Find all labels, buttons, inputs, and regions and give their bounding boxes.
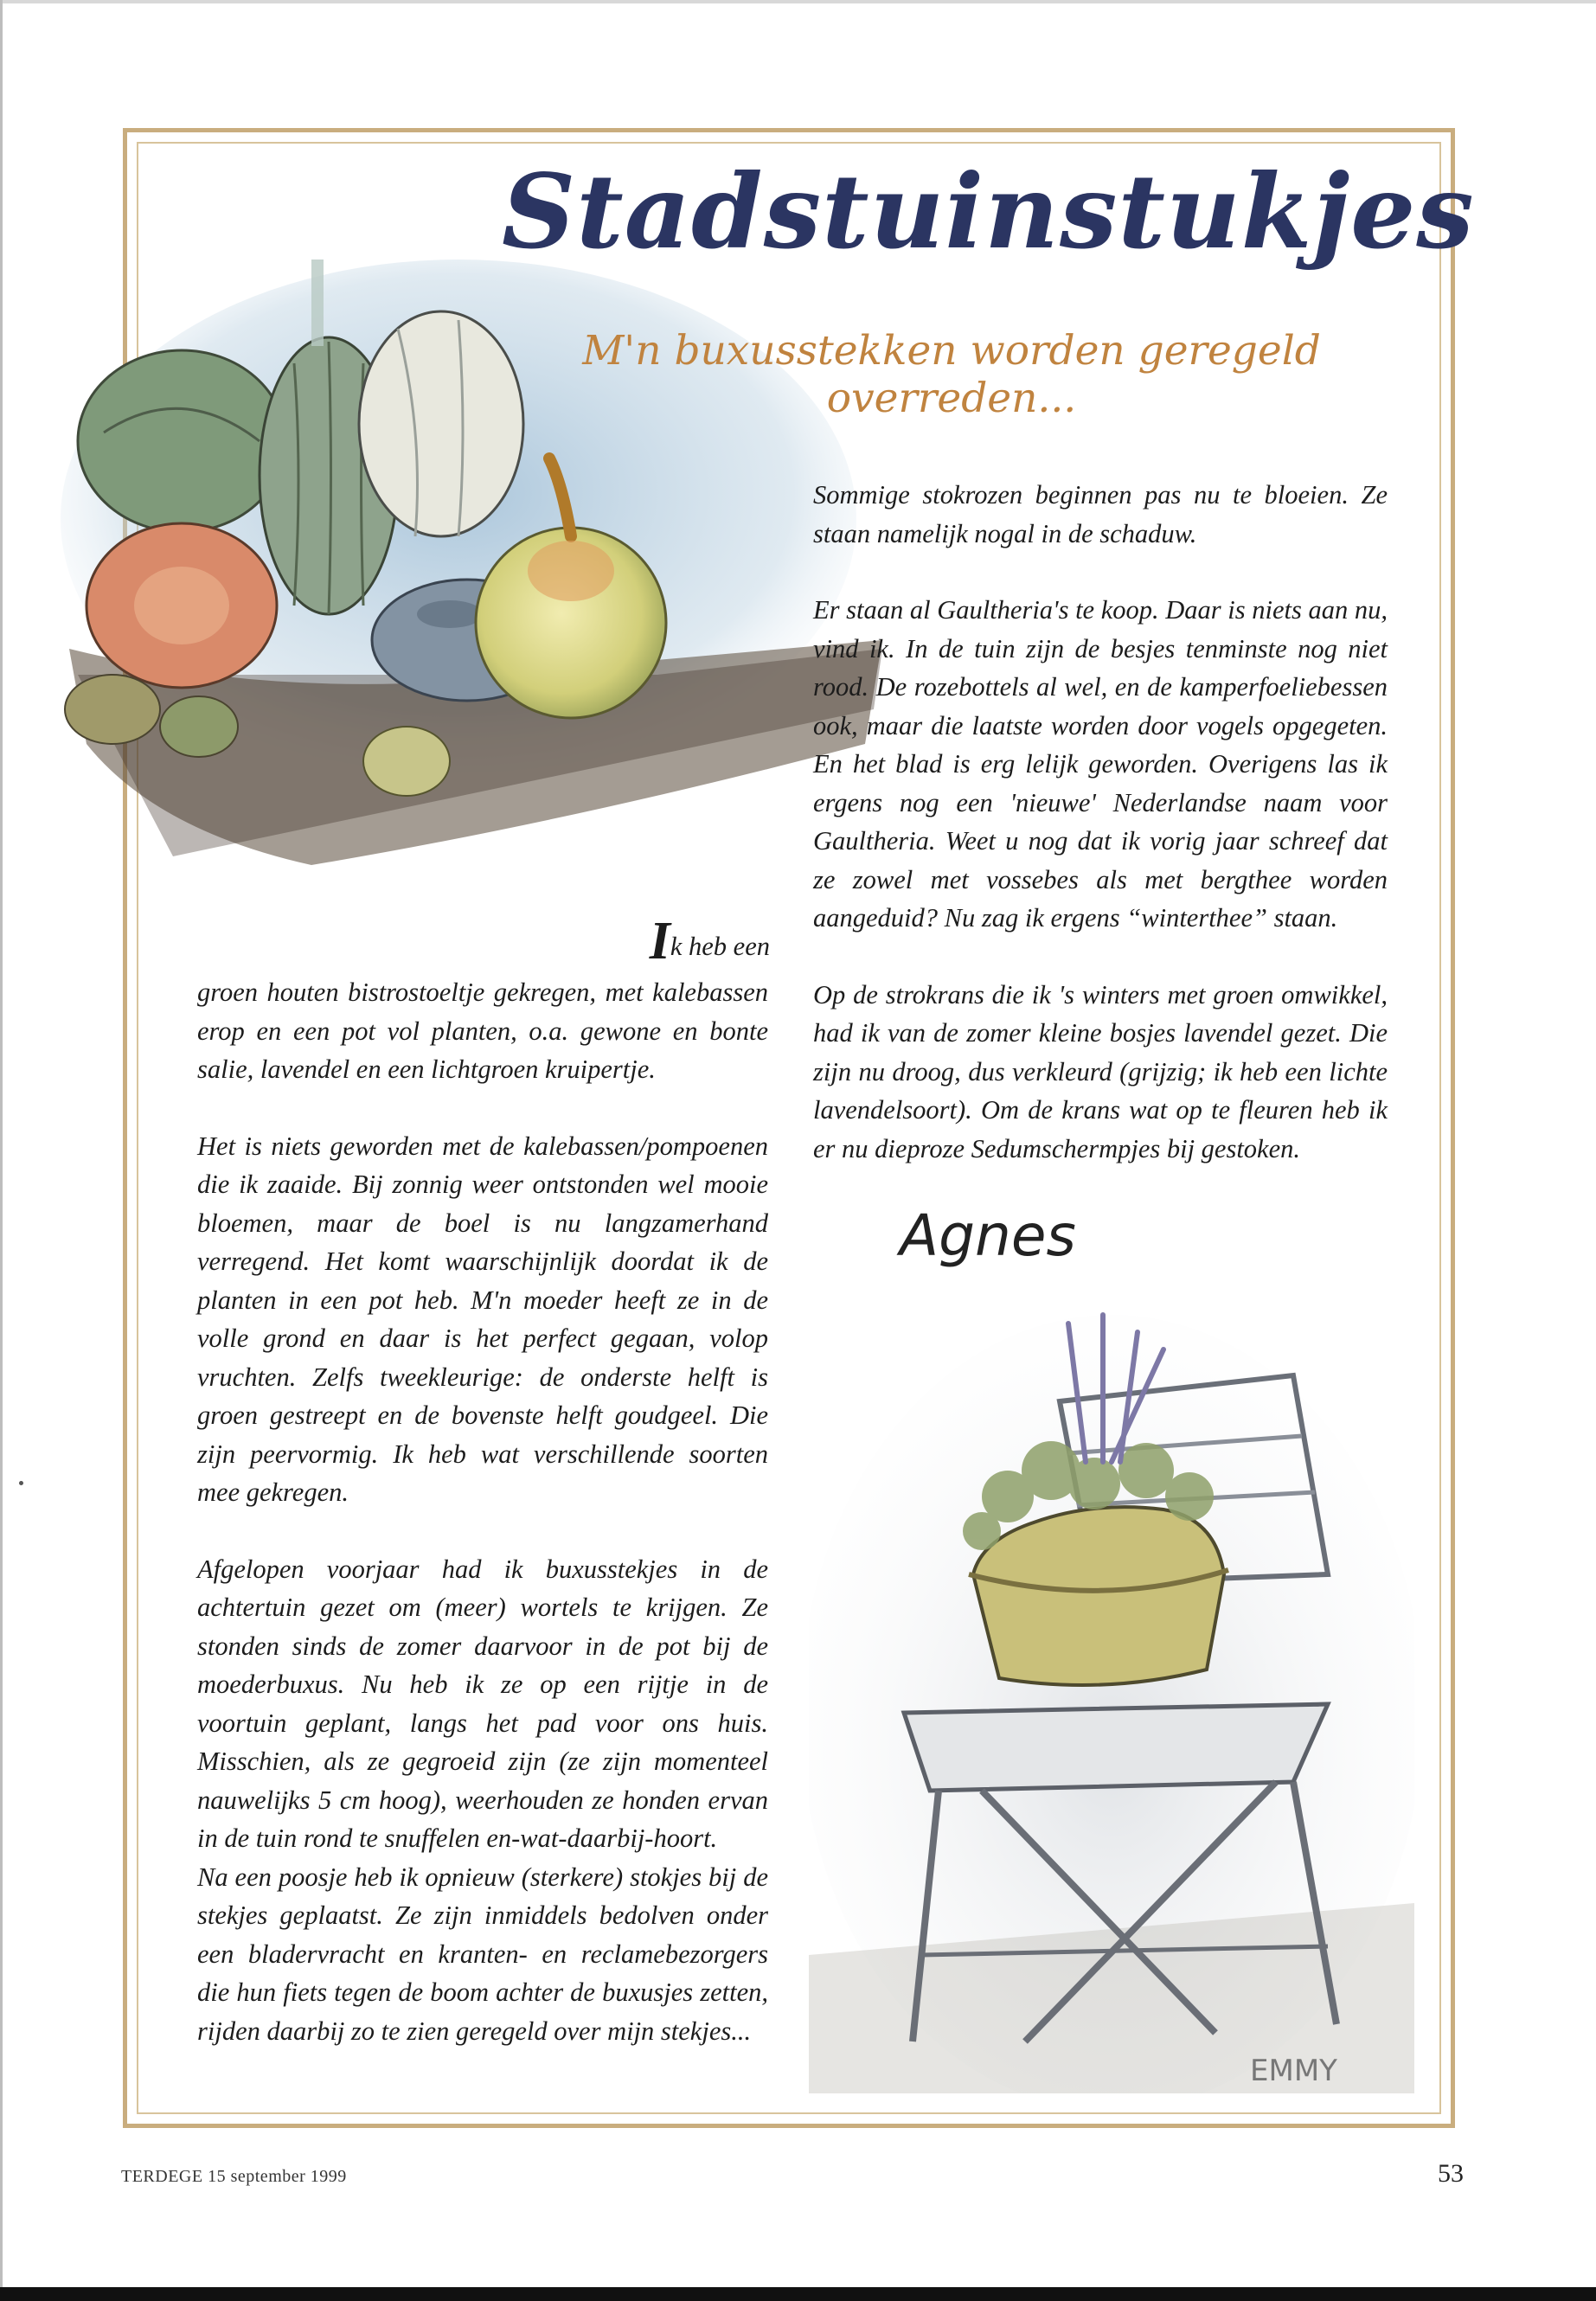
intro-line (337, 912, 770, 972)
paragraph: Op de strokrans die ik 's winters met groen omwikkel, had ik van de zomer kleine bosjes lavendel gezet. Die zijn nu droog, dus verkleurd (grijzig; ik heb een lichte lavendelsoort). Om de krans wat op te fleuren heb ik er nu dieproze Sedumschermpjes bij gestoken. (813, 979, 1388, 1163)
paragraph: Na een poosje heb ik opnieuw (sterkere) stokjes bij de stekjes geplaatst. Ze zijn inmiddels bedolven onder een bladervracht en kranten- en reclamebezorgers die hun fiets tegen de boom achter de buxusjes zetten, rijden daarbij zo te zien geregeld over mijn stekjes... (197, 1862, 768, 2046)
drop-cap: I (649, 912, 670, 971)
page-number: 53 (1438, 2159, 1464, 2188)
artist-signature-text: EMMY (1250, 2054, 1337, 2088)
article-subtitle: M'n buxusstekken worden geregeld overreden... (582, 327, 1321, 422)
paragraph: Afgelopen voorjaar had ik buxusstekjes in de achtertuin gezet om (meer) wortels te krijgen. Ze stonden sinds de zomer daarvoor in de pot bij de moederbuxus. Nu heb ik ze op een rijtje in de voortuin geplant, langs het pad voor ons huis. Misschien, als ze gegroeid zijn (ze zijn momenteel nauwelijks 5 cm hoog), weerhouden ze honden ervan in de tuin rond te snuffelen en-wat-daarbij-hoort. (197, 1554, 768, 1853)
flower-pot (973, 1507, 1224, 1685)
author-signature: Agnes (900, 1202, 1076, 1269)
right-column (813, 476, 1388, 1168)
scan-edge-bottom (0, 2287, 1596, 2301)
scan-dot (19, 1481, 23, 1485)
white-squash (359, 311, 523, 536)
intro-first-line: k heb een (670, 932, 770, 961)
article-title: Stadstuinstukjes (502, 151, 1475, 272)
garden-chair-illustration (809, 1298, 1414, 2093)
paragraph: groen houten bistrostoeltje gekregen, met kalebassen erop en een pot vol planten, o.a. gewone en bonte salie, lavendel en een lichtgroen kruipertje. (197, 977, 768, 1084)
chair-seat (904, 1704, 1328, 1791)
paragraph: Sommige stokrozen beginnen pas nu te bloeien. Ze staan namelijk nogal in de schaduw. (813, 480, 1388, 548)
scan-edge-top (0, 0, 1596, 3)
scan-edge-left (0, 0, 3, 2301)
left-column (197, 973, 768, 2050)
footer-publication: TERDEGE 15 september 1999 (121, 2167, 347, 2186)
paragraph: Het is niets geworden met de kalebassen/pompoenen die ik zaaide. Bij zonnig weer ontstonden wel mooie bloemen, maar de boel is nu langzamerhand verregend. Het komt waarschijnlijk doordat ik de planten in een pot heb. M'n moeder heeft ze in de volle grond en daar is het perfect gegaan, volop vruchten. Zelfs tweekleurige: de onderste helft is groen gestreept en de bovenste helft goudgeel. Die zijn peervormig. Ik heb wat verschillende soorten mee gekregen. (197, 1131, 768, 1507)
paragraph: Er staan al Gaultheria's te koop. Daar is niets aan nu, vind ik. In de tuin zijn de besjes tenminste nog niet rood. De rozebottels al wel, en de kamperfoeliebessen ook, maar die laatste worden door vogels opgegeten. En het blad is erg lelijk geworden. Overigens las ik ergens nog een 'nieuwe' Nederlandse naam voor Gaultheria. Weet u nog dat ik vorig jaar schreef dat ze zowel met vossebes als met bergthee worden aangeduid? Nu zag ik ergens “winterthee” staan. (813, 595, 1388, 933)
artist-signature (1250, 2054, 1337, 2088)
green-gourd (78, 350, 285, 532)
